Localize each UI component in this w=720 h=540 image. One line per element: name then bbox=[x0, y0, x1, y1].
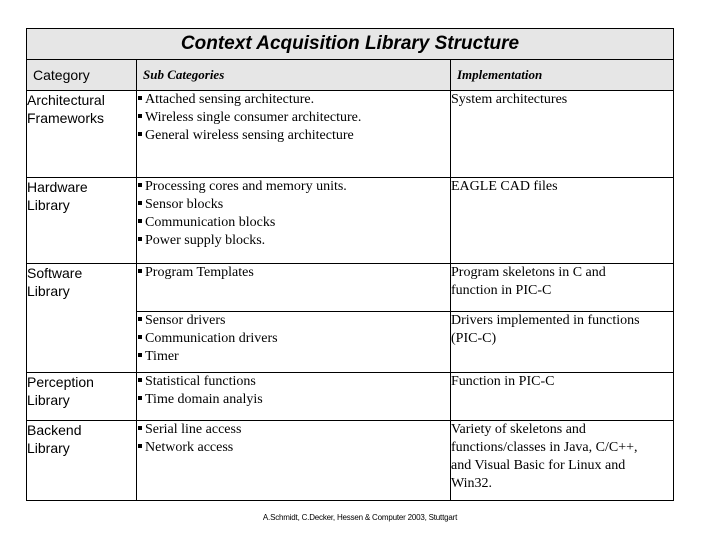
list-item: Attached sensing architecture. bbox=[137, 91, 450, 109]
subcategory-cell bbox=[137, 178, 451, 264]
table-title: Context Acquisition Library Structure bbox=[27, 29, 674, 60]
header-sub-categories: Sub Categories bbox=[137, 60, 451, 91]
bullet-icon bbox=[138, 426, 142, 430]
bullet-icon bbox=[138, 183, 142, 187]
implementation-cell bbox=[451, 421, 674, 501]
list-item: Sensor drivers bbox=[137, 312, 450, 330]
list-item: Processing cores and memory units. bbox=[137, 178, 450, 196]
table-row bbox=[27, 373, 674, 421]
bullet-icon bbox=[138, 335, 142, 339]
implementation-line: and Visual Basic for Linux and bbox=[451, 458, 626, 473]
list-item: Network access bbox=[137, 439, 450, 457]
list-item: Communication drivers bbox=[137, 330, 450, 348]
category-cell bbox=[27, 264, 137, 373]
category-line: Perception bbox=[27, 374, 94, 390]
list-item: Communication blocks bbox=[137, 214, 450, 232]
table-row bbox=[27, 421, 674, 501]
implementation-line: function in PIC-C bbox=[451, 283, 552, 298]
list-item: Timer bbox=[137, 348, 450, 366]
list-item: Time domain analyis bbox=[137, 391, 450, 409]
bullet-icon bbox=[138, 132, 142, 136]
implementation-cell bbox=[451, 264, 674, 312]
category-cell bbox=[27, 91, 137, 178]
category-cell bbox=[27, 178, 137, 264]
list-item: Sensor blocks bbox=[137, 196, 450, 214]
category-line: Software bbox=[27, 265, 83, 281]
slide-footer: A.Schmidt, C.Decker, Hessen & Computer 2003, Stuttgart bbox=[262, 513, 458, 522]
bullet-icon bbox=[138, 353, 142, 357]
category-cell bbox=[27, 373, 137, 421]
header-implementation: Implementation bbox=[451, 60, 674, 91]
implementation-cell bbox=[451, 178, 674, 264]
implementation-line: Win32. bbox=[451, 476, 493, 491]
bullet-icon bbox=[138, 114, 142, 118]
implementation-line: EAGLE CAD files bbox=[451, 179, 558, 194]
subcategory-cell bbox=[137, 312, 451, 373]
bullet-icon bbox=[138, 396, 142, 400]
library-structure-table bbox=[26, 28, 674, 501]
subcategory-cell bbox=[137, 373, 451, 421]
category-line: Backend bbox=[27, 422, 82, 438]
bullet-icon bbox=[138, 237, 142, 241]
implementation-line: functions/classes in Java, C/C++, bbox=[451, 440, 638, 455]
table-row bbox=[27, 91, 674, 178]
implementation-cell bbox=[451, 312, 674, 373]
header-row bbox=[27, 60, 674, 91]
bullet-icon bbox=[138, 201, 142, 205]
implementation-cell bbox=[451, 91, 674, 178]
list-item: Serial line access bbox=[137, 421, 450, 439]
table-row bbox=[27, 178, 674, 264]
implementation-line: (PIC-C) bbox=[451, 331, 497, 346]
implementation-line: Variety of skeletons and bbox=[451, 422, 586, 437]
category-line: Hardware bbox=[27, 179, 88, 195]
list-item: Program Templates bbox=[137, 264, 450, 282]
subcategory-cell bbox=[137, 91, 451, 178]
bullet-icon bbox=[138, 219, 142, 223]
implementation-line: Drivers implemented in functions bbox=[451, 313, 640, 328]
implementation-cell bbox=[451, 373, 674, 421]
implementation-line: System architectures bbox=[451, 92, 568, 107]
category-line: Library bbox=[27, 197, 70, 213]
implementation-line: Program skeletons in C and bbox=[451, 265, 606, 280]
category-line: Library bbox=[27, 392, 70, 408]
bullet-icon bbox=[138, 96, 142, 100]
bullet-icon bbox=[138, 269, 142, 273]
subcategory-cell bbox=[137, 421, 451, 501]
list-item: Power supply blocks. bbox=[137, 232, 450, 250]
subcategory-cell bbox=[137, 264, 451, 312]
table-row bbox=[27, 264, 674, 312]
category-line: Frameworks bbox=[27, 110, 105, 126]
category-cell bbox=[27, 421, 137, 501]
implementation-line: Function in PIC-C bbox=[451, 374, 555, 389]
bullet-icon bbox=[138, 378, 142, 382]
list-item: General wireless sensing architecture bbox=[137, 127, 450, 145]
category-line: Architectural bbox=[27, 92, 105, 108]
bullet-icon bbox=[138, 317, 142, 321]
category-line: Library bbox=[27, 440, 70, 456]
list-item: Wireless single consumer architecture. bbox=[137, 109, 450, 127]
bullet-icon bbox=[138, 444, 142, 448]
header-category: Category bbox=[27, 60, 137, 91]
category-line: Library bbox=[27, 283, 70, 299]
list-item: Statistical functions bbox=[137, 373, 450, 391]
